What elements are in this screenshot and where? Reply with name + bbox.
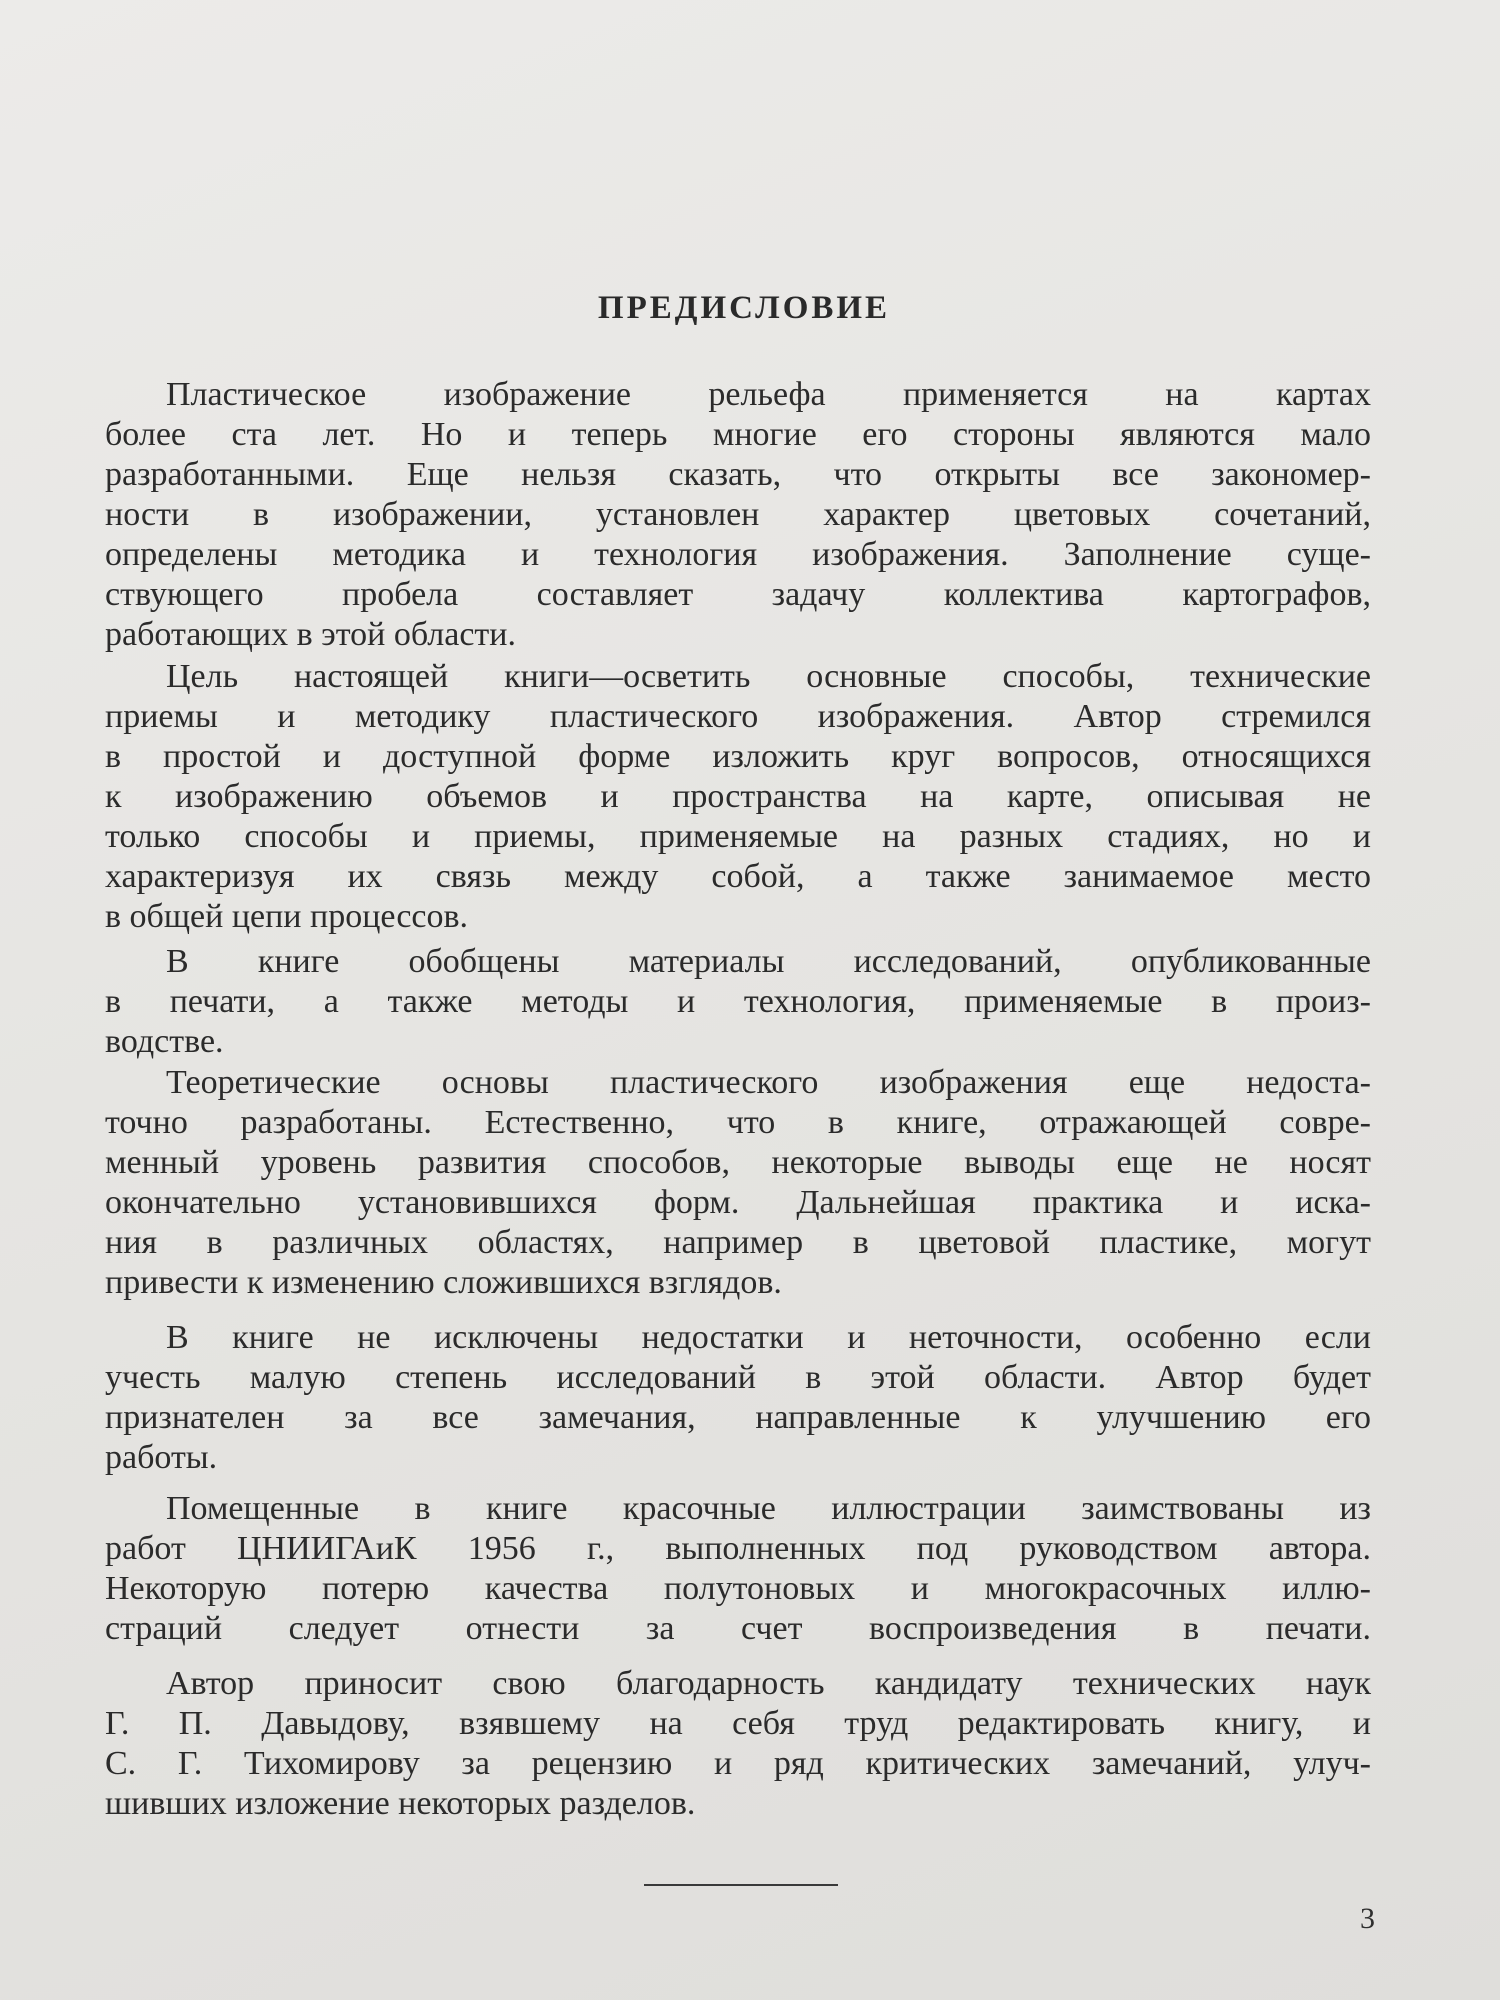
text-line: окончательно установившихся форм. Дальнейшая практика и иска- [105,1184,1371,1221]
end-rule-divider [644,1884,838,1886]
text-line: более ста лет. Но и теперь многие его стороны являются мало [105,416,1371,453]
text-line: определены методика и технология изображения. Заполнение суще- [105,536,1371,573]
text-line: в печати, а также методы и технология, применяемые в произ- [105,983,1371,1020]
page-title: ПРЕДИСЛОВИЕ [597,290,891,326]
text-line: страций следует отнести за счет воспроизведения в печати. [105,1610,1371,1647]
text-line: водстве. [105,1023,224,1060]
text-line: к изображению объемов и пространства на карте, описывая не [105,778,1371,815]
text-line: В книге не исключены недостатки и неточности, особенно если [166,1319,1371,1356]
text-line: С. Г. Тихомирову за рецензию и ряд критических замечаний, улуч- [105,1745,1371,1782]
text-line: В книге обобщены материалы исследований, опубликованные [166,943,1371,980]
text-line: менный уровень развития способов, некоторые выводы еще не носят [105,1144,1371,1181]
text-line: ности в изображении, установлен характер цветовых сочетаний, [105,496,1371,533]
text-line: учесть малую степень исследований в этой области. Автор будет [105,1359,1371,1396]
text-line: Помещенные в книге красочные иллюстрации заимствованы из [166,1490,1371,1527]
text-line: привести к изменению сложившихся взглядов. [105,1264,782,1301]
text-line: работы. [105,1439,218,1476]
text-line: работ ЦНИИГАиК 1956 г., выполненных под руководством автора. [105,1530,1371,1567]
text-line: приемы и методику пластического изображения. Автор стремился [105,698,1371,735]
text-line: Пластическое изображение рельефа применяется на картах [166,376,1371,413]
text-line: шивших изложение некоторых разделов. [105,1785,696,1822]
text-line: ния в различных областях, например в цветовой пластике, могут [105,1224,1371,1261]
text-line: разработанными. Еще нельзя сказать, что открыты все закономер- [105,456,1371,493]
text-line: точно разработаны. Естественно, что в книге, отражающей совре- [105,1104,1371,1141]
text-line: работающих в этой области. [105,616,516,653]
text-line: в простой и доступной форме изложить круг вопросов, относящихся [105,738,1371,775]
text-line: признателен за все замечания, направленные к улучшению его [105,1399,1371,1436]
text-line: характеризуя их связь между собой, а также занимаемое место [105,858,1371,895]
text-line: в общей цепи процессов. [105,898,469,935]
page-number: 3 [1360,1902,1375,1935]
text-line: Теоретические основы пластического изображения еще недоста- [166,1064,1371,1101]
text-line: Некоторую потерю качества полутоновых и многокрасочных иллю- [105,1570,1371,1607]
text-line: Г. П. Давыдову, взявшему на себя труд редактировать книгу, и [105,1705,1371,1742]
text-line: ствующего пробела составляет задачу коллектива картографов, [105,576,1371,613]
text-line: Цель настоящей книги—осветить основные способы, технические [166,658,1371,695]
text-line: только способы и приемы, применяемые на разных стадиях, но и [105,818,1371,855]
text-line: Автор приносит свою благодарность кандидату технических наук [166,1665,1371,1702]
